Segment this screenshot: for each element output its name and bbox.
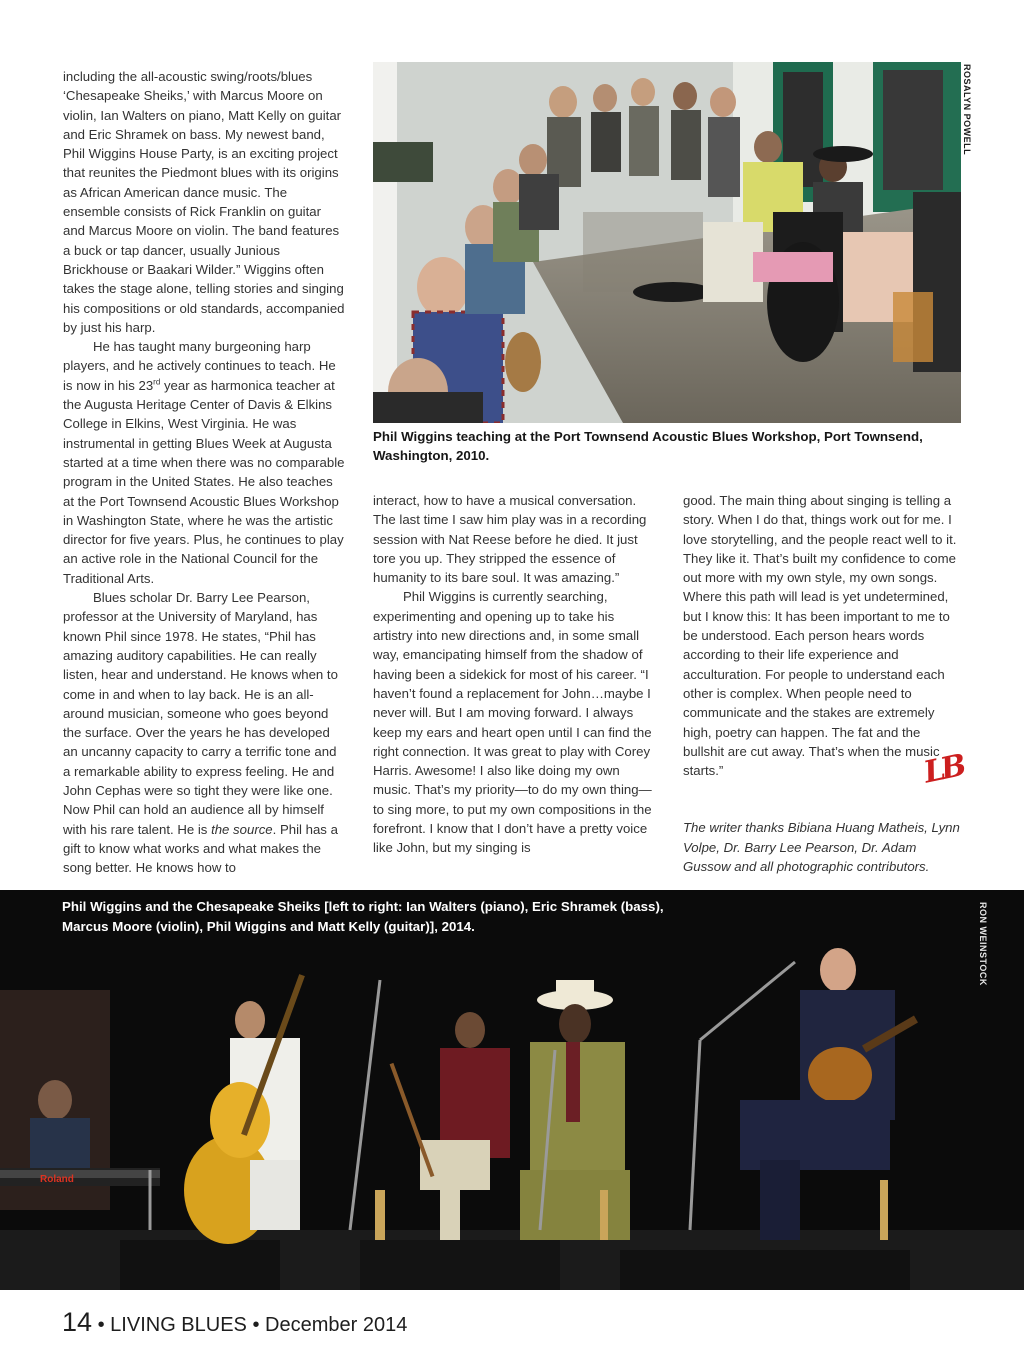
- magazine-name: LIVING BLUES: [110, 1314, 247, 1336]
- paragraph: He has taught many burgeoning harp players, and he actively continues to teach. He is now in his 23rd year as harmonica teacher at the Augusta Heritage Center of Davis & Elkins College in Elkins, West Virginia. He was instrumental in getting Blues Week at Augusta started at a time when there was no comparable program in the United States. He also teaches at the Port Townsend Acoustic Blues Workshop in Washington State, where he was the artistic director for five years. Plus, he continues to play an active role in the National Council for the Traditional Arts.: [63, 339, 345, 586]
- issue-date: December 2014: [265, 1314, 408, 1336]
- keyboard-brand: Roland: [40, 1174, 74, 1185]
- article-column-3: [683, 491, 963, 876]
- photo-caption: Phil Wiggins and the Chesapeake Sheiks [left to right: Ian Walters (piano), Eric Shramek (bass), Marcus Moore (violin), Phil Wiggins and Matt Kelly (guitar)], 2014.: [62, 899, 664, 934]
- page-number: 14: [62, 1307, 93, 1337]
- author-signature-logo: LB: [920, 748, 966, 791]
- band-photo: [0, 890, 1024, 1290]
- separator: •: [246, 1314, 266, 1336]
- paragraph: Phil Wiggins is currently searching, experimenting and opening up to take his artistry into new directions and, in some small way, emancipating himself from the shadow of having been a sidekick for most of his career. “I haven’t found a replacement for John…maybe I never will. But I am moving forward. I always keep my ears and heart open until I can find the right connection. It was great to play with Corey Harris. Awesome! I also like doing my own music. That’s my priority—to do my own thing—to sing more, to put my own compositions in the forefront. I know that I don’t have a pretty voice like John, but my singing is: [373, 589, 652, 856]
- separator: •: [92, 1314, 111, 1336]
- paragraph: interact, how to have a musical conversation. The last time I saw him play was in a recording session with Nat Reese before he died. It just tore you up. They stripped the essence of humanity to its bare soul. It was amazing.”: [373, 493, 647, 586]
- photo-credit: RON WEINSTOCK: [978, 902, 988, 986]
- workshop-photo: [373, 62, 961, 423]
- acknowledgements: The writer thanks Bibiana Huang Matheis, Lynn Volpe, Dr. Barry Lee Pearson, Dr. Adam Gussow and all photographic contributors.: [683, 820, 960, 875]
- photo-credit: ROSALYN POWELL: [962, 64, 972, 156]
- workshop-photo-illustration: [373, 62, 961, 423]
- page-footer: [62, 1307, 407, 1338]
- band-photo-illustration: [0, 890, 1024, 1290]
- stage-floor: [0, 1230, 1024, 1290]
- article-column-2: [373, 491, 655, 858]
- spacer: [683, 780, 963, 818]
- paragraph: Blues scholar Dr. Barry Lee Pearson, professor at the University of Maryland, has known Phil since 1978. He states, “Phil has amazing auditory capabilities. He can really listen, hear and understand. He knows when to come in and when to lay back. He is an all-around musician, someone who goes beyond the surface. Over the years he has developed an uncanny capacity to carry a terrific tone and a remarkable ability to express feeling. He and John Cephas were so tight they were like one. Now Phil can hold an audience all by himself with his rare talent. He is the source. Phil has a gift to know what works and what makes the song better. He knows how to: [63, 590, 338, 876]
- photo-caption: Phil Wiggins teaching at the Port Townsend Acoustic Blues Workshop, Port Townsend, Washington, 2010.: [373, 429, 923, 463]
- article-column-1: [63, 67, 345, 877]
- paragraph: good. The main thing about singing is telling a story. When I do that, things work out for me. I love storytelling, and the people react well to it. They like it. That’s built my confidence to come out more with my own style, my own songs. Where this path will lead is yet undetermined, but I know this: It has been important to me to be understood. Each person hears words according to their life experience and acculturation. For people to understand each other is complex. When people need to communicate and the stakes are extremely high, poetry can happen. The fat and the bullshit are cut away. That’s when the music starts.”: [683, 493, 957, 779]
- paragraph: including the all-acoustic swing/roots/blues ‘Chesapeake Sheiks,’ with Marcus Moore on violin, Ian Walters on piano, Matt Kelly on guitar and Eric Shramek on bass. My newest band, Phil Wiggins House Party, is an exciting project that reunites the Piedmont blues with its origins as African American dance music. The ensemble consists of Rick Franklin on guitar and Marcus Moore on violin. The band features a buck or tap dancer, usually Junious Brickhouse or Baakari Wilder.” Wiggins often takes the stage alone, telling stories and singing his compositions or old standards, accompanied by just his harp.: [63, 69, 345, 335]
